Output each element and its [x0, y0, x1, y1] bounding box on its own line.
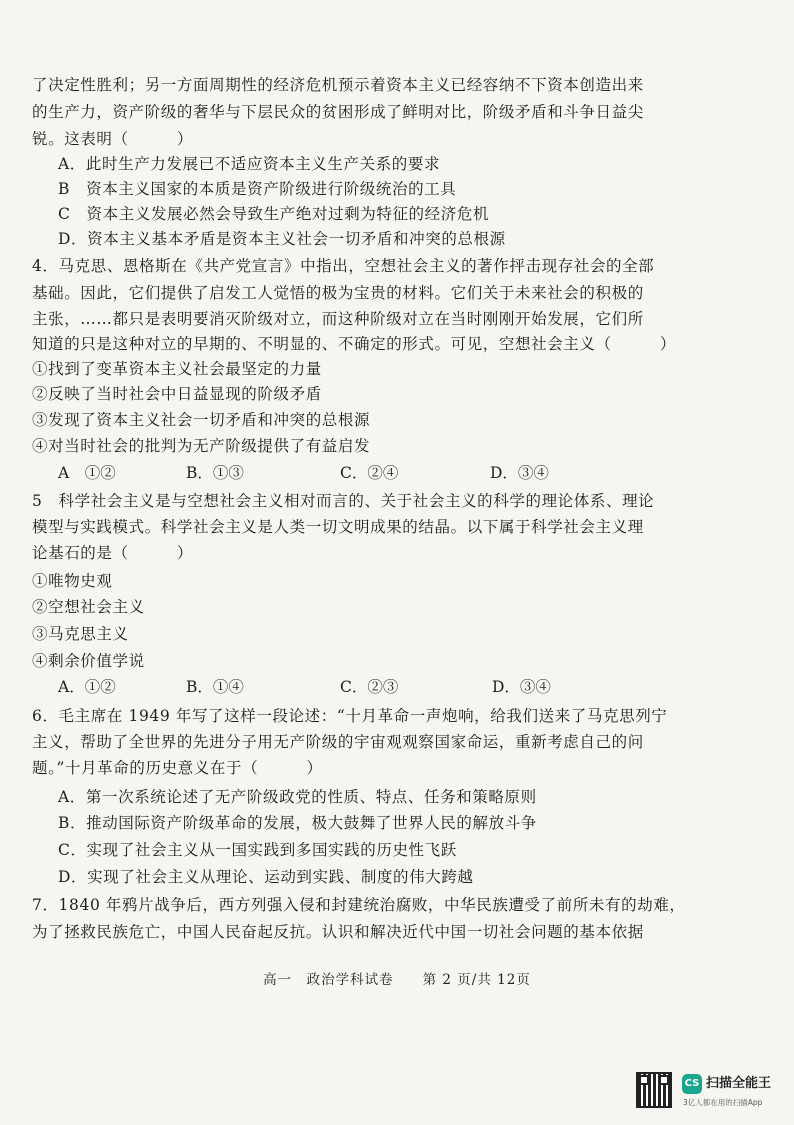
- q6-line-2: 主义，帮助了全世界的先进分子用无产阶级的宇宙观观察国家命运，重新考虑自己的问: [32, 733, 644, 751]
- q4-choice-d: D．③④: [490, 464, 549, 482]
- q4-line-3: 主张，……都只是表明要消灭阶级对立，而这种阶级对立在当时刚刚开始发展，它们所: [32, 310, 644, 328]
- q4-choices: [0, 462, 794, 484]
- q5-item-2: ②空想社会主义: [32, 598, 145, 616]
- q3-option-d: D．资本主义基本矛盾是资本主义社会一切矛盾和冲突的总根源: [58, 230, 506, 248]
- q5-item-4: ④剩余价值学说: [32, 652, 145, 670]
- q5-item-3: ③马克思主义: [32, 625, 129, 643]
- q7-line-1: 7．1840 年鸦片战争后，西方列强入侵和封建统治腐败，中华民族遭受了前所未有的劫难，: [32, 896, 686, 914]
- q5-choices: [0, 676, 794, 698]
- q6-line-1: 6．毛主席在 1949 年写了这样一段论述：“十月革命一声炮响，给我们送来了马克思列宁: [32, 707, 668, 725]
- q4-item-2: ②反映了当时社会中日益显现的阶级矛盾: [32, 385, 322, 403]
- watermark-app-name: 扫描全能王: [706, 1076, 772, 1091]
- q4-line-2: 基础。因此，它们提供了启发工人觉悟的极为宝贵的材料。它们关于未来社会的积极的: [32, 284, 644, 302]
- q4-item-3: ③发现了资本主义社会一切矛盾和冲突的总根源: [32, 411, 371, 429]
- q5-choice-a: A．①②: [58, 678, 116, 696]
- q6-line-3: 题。”十月革命的历史意义在于（ ）: [32, 759, 323, 777]
- q4-item-1: ①找到了变革资本主义社会最坚定的力量: [32, 360, 322, 378]
- page-footer: 高一 政治学科试卷 第 2 页/共 12页: [263, 972, 531, 988]
- qr-code-icon: [636, 1072, 672, 1108]
- q3-option-a: A．此时生产力发展已不适应资本主义生产关系的要求: [58, 155, 441, 173]
- q3-line-3: 锐。这表明（ ）: [32, 130, 194, 148]
- q3-option-b: B 资本主义国家的本质是资产阶级进行阶级统治的工具: [58, 180, 457, 198]
- q4-choice-b: B．①③: [186, 464, 244, 482]
- q3-line-2: 的生产力，资产阶级的奢华与下层民众的贫困形成了鲜明对比，阶级矛盾和斗争日益尖: [32, 103, 644, 121]
- camscanner-logo-icon: CS: [682, 1074, 702, 1094]
- q6-option-d: D．实现了社会主义从理论、运动到实践、制度的伟大跨越: [58, 868, 474, 886]
- q5-choice-b: B．①④: [186, 678, 244, 696]
- q4-choice-c: C．②④: [340, 464, 399, 482]
- q4-choice-a: A ①②: [58, 464, 116, 482]
- q6-option-b: B．推动国际资产阶级革命的发展，极大鼓舞了世界人民的解放斗争: [58, 814, 537, 832]
- q7-line-2: 为了拯救民族危亡，中国人民奋起反抗。认识和解决近代中国一切社会问题的基本依据: [32, 923, 644, 941]
- q5-line-2: 模型与实践模式。科学社会主义是人类一切文明成果的结晶。以下属于科学社会主义理: [32, 518, 644, 536]
- q4-item-4: ④对当时社会的批判为无产阶级提供了有益启发: [32, 437, 371, 455]
- q5-choice-d: D．③④: [492, 678, 551, 696]
- q6-option-a: A．第一次系统论述了无产阶级政党的性质、特点、任务和策略原则: [58, 788, 537, 806]
- q5-line-1: 5 科学社会主义是与空想社会主义相对而言的、关于社会主义的科学的理论体系、理论: [32, 492, 655, 510]
- q5-item-1: ①唯物史观: [32, 572, 113, 590]
- q6-option-c: C．实现了社会主义从一国实践到多国实践的历史性飞跃: [58, 841, 457, 859]
- q4-line-1: 4．马克思、恩格斯在《共产党宣言》中指出，空想社会主义的著作抨击现存社会的全部: [32, 257, 655, 275]
- q3-option-c: C 资本主义发展必然会导致生产绝对过剩为特征的经济危机: [58, 205, 490, 223]
- q4-line-4: 知道的只是这种对立的早期的、不明显的、不确定的形式。可见，空想社会主义（ ）: [32, 335, 677, 353]
- q5-choice-c: C．②③: [340, 678, 399, 696]
- q3-line-1: 了决定性胜利；另一方面周期性的经济危机预示着资本主义已经容纳不下资本创造出来: [32, 76, 644, 94]
- q5-line-3: 论基石的是（ ）: [32, 544, 194, 562]
- watermark-tagline: 3亿人都在用的扫描App: [683, 1098, 763, 1107]
